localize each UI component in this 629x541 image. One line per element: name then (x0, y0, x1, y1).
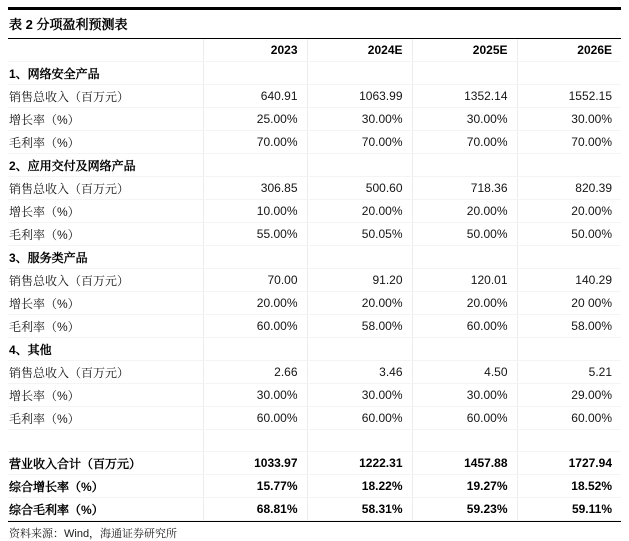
empty-cell (203, 430, 307, 452)
value-cell: 306.85 (203, 177, 307, 200)
value-cell: 60.00% (412, 315, 517, 338)
empty-cell (412, 246, 517, 269)
empty-cell (307, 154, 412, 177)
empty-cell (307, 430, 412, 452)
value-cell: 20.00% (517, 200, 621, 223)
value-cell: 60.00% (203, 407, 307, 430)
value-cell: 60.00% (412, 407, 517, 430)
empty-cell (203, 246, 307, 269)
value-cell: 58.31% (307, 498, 412, 521)
value-cell: 15.77% (203, 475, 307, 498)
spacer-row (8, 430, 621, 452)
column-header-2026e: 2026E (517, 39, 621, 62)
section-header: 3、服务类产品 (8, 246, 203, 269)
value-cell: 1552.15 (517, 85, 621, 108)
empty-cell (307, 62, 412, 85)
value-cell: 30.00% (517, 108, 621, 131)
value-cell: 1457.88 (412, 452, 517, 475)
value-cell: 29.00% (517, 384, 621, 407)
section-header-row (8, 246, 621, 269)
data-row (8, 200, 621, 223)
value-cell: 20 00% (517, 292, 621, 315)
empty-cell (203, 154, 307, 177)
value-cell: 10.00% (203, 200, 307, 223)
value-cell: 60.00% (203, 315, 307, 338)
year-header-row (8, 39, 621, 62)
value-cell: 19.27% (412, 475, 517, 498)
section-header-row (8, 338, 621, 361)
value-cell: 20.00% (307, 292, 412, 315)
empty-cell (8, 430, 203, 452)
value-cell: 50.05% (307, 223, 412, 246)
value-cell: 59.11% (517, 498, 621, 521)
section-header-row (8, 154, 621, 177)
empty-cell (412, 154, 517, 177)
row-label: 销售总收入（百万元） (8, 269, 203, 292)
empty-cell (307, 338, 412, 361)
empty-cell (412, 338, 517, 361)
source-note: 资料来源：Wind，海通证券研究所 (8, 521, 621, 541)
empty-cell (517, 246, 621, 269)
section-header: 1、网络安全产品 (8, 62, 203, 85)
value-cell: 25.00% (203, 108, 307, 131)
value-cell: 3.46 (307, 361, 412, 384)
row-label: 增长率（%） (8, 108, 203, 131)
column-header-2024e: 2024E (307, 39, 412, 62)
total-row (8, 498, 621, 521)
value-cell: 18.22% (307, 475, 412, 498)
row-label: 销售总收入（百万元） (8, 361, 203, 384)
section-header: 4、其他 (8, 338, 203, 361)
row-label: 销售总收入（百万元） (8, 85, 203, 108)
row-label: 毛利率（%） (8, 223, 203, 246)
value-cell: 640.91 (203, 85, 307, 108)
total-row (8, 475, 621, 498)
row-label: 毛利率（%） (8, 315, 203, 338)
value-cell: 30.00% (412, 108, 517, 131)
row-label: 毛利率（%） (8, 131, 203, 154)
value-cell: 60.00% (517, 407, 621, 430)
value-cell: 120.01 (412, 269, 517, 292)
value-cell: 59.23% (412, 498, 517, 521)
value-cell: 70.00% (517, 131, 621, 154)
value-cell: 70.00 (203, 269, 307, 292)
value-cell: 20.00% (307, 200, 412, 223)
value-cell: 2.66 (203, 361, 307, 384)
total-label: 综合增长率（%） (8, 475, 203, 498)
value-cell: 91.20 (307, 269, 412, 292)
value-cell: 30.00% (307, 384, 412, 407)
value-cell: 1063.99 (307, 85, 412, 108)
data-row (8, 361, 621, 384)
row-label: 增长率（%） (8, 200, 203, 223)
data-row (8, 85, 621, 108)
value-cell: 820.39 (517, 177, 621, 200)
value-cell: 718.36 (412, 177, 517, 200)
value-cell: 50.00% (412, 223, 517, 246)
column-header-2025e: 2025E (412, 39, 517, 62)
data-row (8, 177, 621, 200)
empty-cell (517, 62, 621, 85)
value-cell: 140.29 (517, 269, 621, 292)
empty-cell (517, 430, 621, 452)
value-cell: 30.00% (203, 384, 307, 407)
value-cell: 60.00% (307, 407, 412, 430)
data-row (8, 269, 621, 292)
column-header-2023: 2023 (203, 39, 307, 62)
data-row (8, 384, 621, 407)
value-cell: 30.00% (412, 384, 517, 407)
empty-cell (203, 62, 307, 85)
row-label: 增长率（%） (8, 292, 203, 315)
empty-cell (307, 246, 412, 269)
table-title: 表 2 分项盈利预测表 (8, 7, 621, 39)
data-row (8, 223, 621, 246)
row-label: 销售总收入（百万元） (8, 177, 203, 200)
value-cell: 70.00% (412, 131, 517, 154)
total-row (8, 452, 621, 475)
value-cell: 1352.14 (412, 85, 517, 108)
value-cell: 1222.31 (307, 452, 412, 475)
value-cell: 50.00% (517, 223, 621, 246)
value-cell: 70.00% (203, 131, 307, 154)
value-cell: 30.00% (307, 108, 412, 131)
total-label: 综合毛利率（%） (8, 498, 203, 521)
value-cell: 70.00% (307, 131, 412, 154)
value-cell: 5.21 (517, 361, 621, 384)
profit-forecast-table (8, 39, 621, 521)
empty-cell (412, 62, 517, 85)
value-cell: 500.60 (307, 177, 412, 200)
value-cell: 58.00% (517, 315, 621, 338)
value-cell: 68.81% (203, 498, 307, 521)
value-cell: 1033.97 (203, 452, 307, 475)
empty-cell (412, 430, 517, 452)
value-cell: 18.52% (517, 475, 621, 498)
value-cell: 20.00% (412, 200, 517, 223)
value-cell: 1727.94 (517, 452, 621, 475)
empty-cell (203, 338, 307, 361)
data-row (8, 315, 621, 338)
value-cell: 4.50 (412, 361, 517, 384)
data-row (8, 292, 621, 315)
data-row (8, 108, 621, 131)
value-cell: 20.00% (203, 292, 307, 315)
section-header-row (8, 62, 621, 85)
total-label: 营业收入合计（百万元） (8, 452, 203, 475)
data-row (8, 407, 621, 430)
value-cell: 20.00% (412, 292, 517, 315)
empty-header-cell (8, 39, 203, 62)
empty-cell (517, 154, 621, 177)
value-cell: 55.00% (203, 223, 307, 246)
row-label: 增长率（%） (8, 384, 203, 407)
row-label: 毛利率（%） (8, 407, 203, 430)
value-cell: 58.00% (307, 315, 412, 338)
section-header: 2、应用交付及网络产品 (8, 154, 203, 177)
data-row (8, 131, 621, 154)
empty-cell (517, 338, 621, 361)
